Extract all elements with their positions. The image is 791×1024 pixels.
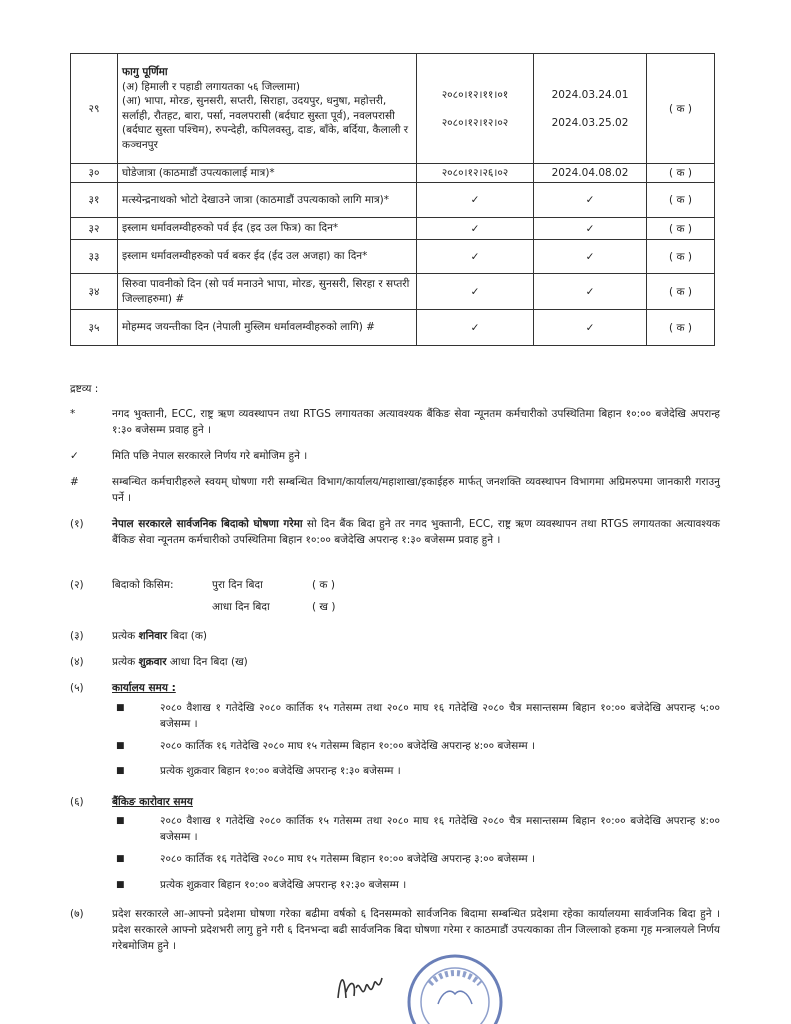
note-text-pre: प्रत्येक [112,630,139,642]
office-hours-text: २०८० कार्तिक १६ गतेदेखि २०८० माघ १५ गतेसम्म बिहान १०:०० बजेदेखि अपरान्ह ४:०० बजेसम्म । [160,740,535,752]
full-day-label: पुरा दिन बिदा [212,579,263,591]
check-icon: ✓ [417,310,534,346]
check-icon: ✓ [534,218,647,240]
note-5 [70,680,720,696]
bullet-icon: ■ [116,880,125,890]
item-number: (४) [70,656,84,668]
banking-hours-text: २०८० कार्तिक १६ गतेदेखि २०८० माघ १५ गतेसम्म बिहान १०:०० बजेदेखि अपरान्ह ३:०० बजेसम्म । [160,853,535,865]
nepali-date: २०८०।१२।१२।०२ [441,116,509,129]
nepali-date-cell [417,54,534,164]
row-number: ३४ [71,274,118,310]
row-line: मत्स्येन्द्रनाथको भोटो देखाउने जात्रा (काठमाडौं उपत्यकाको लागि मात्र)* [118,183,417,218]
table-row [71,164,715,183]
table-row [71,54,715,164]
office-hours-item [70,738,720,754]
note-text: सम्बन्धित कर्मचारीहरुले स्वयम् घोषणा गरी सम्बन्धित विभाग/कार्यालय/महाशाखा/इकाईहरु मार्फत् जनशक्ति व्यवस्थापन विभागमा अग्रिमरुपमा जानकारी गराउनु पर्ने । [112,476,720,504]
hash-mark: # [70,476,79,488]
holiday-type: ( क ) [647,54,715,164]
item-number: (६) [70,796,84,808]
table-row [71,218,715,240]
half-day-label: आधा दिन बिदा [212,601,270,613]
nepali-date: २०८०।१२।२६।०२ [417,164,534,183]
office-hours-text: २०८० वैशाख १ गतेदेखि २०८० कार्तिक १५ गतेसम्म तथा २०८० माघ १६ गतेदेखि २०८० चैत्र मसान्तसम्म बिहान १०:०० बजेदेखि अपरान्ह ५:०० बजेसम्म । [160,702,720,730]
note-hash [70,474,720,506]
note-star [70,406,720,438]
banking-hours-item [70,851,720,867]
check-icon: ✓ [417,274,534,310]
note-3 [70,628,720,644]
banking-hours-text: २०८० वैशाख १ गतेदेखि २०८० कार्तिक १५ गतेसम्म तथा २०८० माघ १६ गतेदेखि २०८० चैत्र मसान्तसम्म बिहान १०:०० बजेदेखि अपरान्ह ४:०० बजेसम्म । [160,815,720,843]
row-description [118,54,417,164]
table-row [71,240,715,274]
half-day-code: ( ख ) [312,601,336,613]
check-icon: ✓ [534,274,647,310]
check-icon: ✓ [534,240,647,274]
english-date: 2024.03.24.01 [551,88,629,101]
row-number: ३५ [71,310,118,346]
note-bold: शनिवार [138,630,168,642]
holiday-type: ( क ) [647,183,715,218]
check-icon: ✓ [534,183,647,218]
note-text [112,516,720,548]
row-number: ३२ [71,218,118,240]
note-7 [70,906,720,954]
item-number: (५) [70,682,84,694]
holiday-type: ( क ) [647,164,715,183]
office-hours-title: कार्यालय समय : [112,682,176,694]
row-number: ३० [71,164,118,183]
english-date-cell [534,54,647,164]
asterisk-mark: * [70,408,76,420]
note-text-rest: सो दिन बैंक बिदा हुने तर नगद भुक्तानी, ECC, राष्ट्र ऋण व्यवस्थापन तथा RTGS लगायतका अत्यावश्यक बैंकिङ सेवा न्यूनतम कर्मचारीको उपस्थितिमा बिहान १०:०० बजेदेखि अपरान्ह १:३० बजेसम्म प्रवाह हुने । [112,518,720,546]
holiday-type: ( क ) [647,274,715,310]
table-row [71,274,715,310]
bullet-icon: ■ [116,766,125,776]
table-row [71,183,715,218]
row-line: (अ) हिमाली र पहाडी लगायतका ५६ जिल्लामा) [122,80,300,93]
row-line: इस्लाम धर्मावलम्वीहरुको पर्व ईद (इद उल फित्र) का दिन* [118,218,417,240]
note-bold: नेपाल सरकारले सार्वजनिक बिदाको घोषणा गरेमा [112,518,303,530]
row-number: ३१ [71,183,118,218]
row-line: इस्लाम धर्मावलम्वीहरुको पर्व बकर ईद (ईद उल अजहा) का दिन* [118,240,417,274]
leave-type-label: बिदाको किसिम: [112,579,174,591]
note-text: प्रदेश सरकारले आ-आफ्नो प्रदेशमा घोषणा गरेका बढीमा वर्षको ६ दिनसम्मको सार्वजनिक बिदामा सम्बन्धित प्रदेशमा रहेका कार्यालयमा सार्वजनिक बिदा हुने । प्रदेश सरकारले आफ्नो प्रदेशभरी लागु हुने गरी ६ दिनभन्दा बढी सार्वजनिक बिदा घोषणा गरेमा र काठमाडौं उपत्यकाका तीन जिल्लाको हकमा गृह मन्त्रालयले निर्णय गरेबमोजिम हुने । [112,908,720,952]
item-number: (३) [70,630,84,642]
signature-image [330,958,390,1008]
note-text-pre: प्रत्येक [112,656,139,668]
full-day-code: ( क ) [312,579,335,591]
row-title: फागु पूर्णिमा [122,66,168,78]
note-1 [70,516,720,548]
note-text: नगद भुक्तानी, ECC, राष्ट्र ऋण व्यवस्थापन तथा RTGS लगायतका अत्यावश्यक बैंकिङ सेवा न्यूनतम कर्मचारीको उपस्थितिमा बिहान १०:०० बजेदेखि अपरान्ह १:३० बजेसम्म प्रवाह हुने । [112,408,720,436]
bullet-icon: ■ [116,741,125,751]
check-icon: ✓ [70,450,79,462]
holiday-type: ( क ) [647,310,715,346]
item-number: (२) [70,579,84,591]
row-line: मोहम्मद जयन्तीका दिन (नेपाली मुस्लिम धर्मावलम्वीहरुको लागि) # [118,310,417,346]
row-number: ३३ [71,240,118,274]
bullet-icon: ■ [116,854,125,864]
holiday-type: ( क ) [647,218,715,240]
banking-hours-item [70,877,720,893]
note-text-post: आधा दिन बिदा (ख) [166,656,248,668]
note-text: मिति पछि नेपाल सरकारले निर्णय गरे बमोजिम हुने । [112,450,308,462]
banking-hours-text: प्रत्येक शुक्रवार बिहान १०:०० बजेदेखि अपरान्ह १२:३० बजेसम्म । [160,879,407,891]
note-tick [70,448,720,464]
english-date: 2024.03.25.02 [551,116,629,129]
office-hours-item [70,700,720,732]
banking-hours-title: बैंकिङ कारोवार समय [112,796,193,808]
note-6 [70,794,720,810]
banking-hours-item [70,813,720,845]
leave-types [112,577,720,617]
note-4 [70,654,720,670]
row-number: २९ [71,54,118,164]
holiday-table [70,53,715,346]
note-bold: शुक्रवार [138,656,167,668]
english-date: 2024.04.08.02 [534,164,647,183]
note-2 [70,577,720,617]
check-icon: ✓ [534,310,647,346]
row-line: घोडेजात्रा (काठमाडौं उपत्यकालाई मात्र)* [118,164,417,183]
item-number: (७) [70,908,84,920]
bullet-icon: ■ [116,816,125,826]
row-line: सिरुवा पावनीको दिन (सो पर्व मनाउने भापा, मोरङ, सुनसरी, सिरहा र सप्तरी जिल्लाहरुमा) # [118,274,417,310]
check-icon: ✓ [417,218,534,240]
holiday-type: ( क ) [647,240,715,274]
bank-seal-icon [400,944,510,1024]
office-hours-item [70,763,720,779]
row-line: (आ) भापा, मोरङ, सुनसरी, सप्तरी, सिराहा, उदयपुर, धनुषा, महोत्तरी, सर्लाही, रौतहट, बारा, पर्सा, नवलपरासी (बर्दघाट सुस्ता पूर्व), नवलपरासी (बर्दघाट सुस्ता पश्चिम), रुपन्देही, कपिलवस्तु, दाङ, बाँके, बर्दिया, कैलाली र कञ्चनपुर [122,95,409,151]
note-text [112,628,720,644]
table-row [71,310,715,346]
check-icon: ✓ [417,183,534,218]
check-icon: ✓ [417,240,534,274]
note-text [112,654,720,670]
bullet-icon: ■ [116,703,125,713]
nepali-date: २०८०।१२।११।०१ [441,88,509,101]
notes-heading: द्रष्टव्य : [70,383,99,395]
office-hours-text: प्रत्येक शुक्रवार बिहान १०:०० बजेदेखि अपरान्ह १:३० बजेसम्म । [160,765,401,777]
item-number: (१) [70,518,84,530]
note-text-post: बिदा (क) [167,630,208,642]
